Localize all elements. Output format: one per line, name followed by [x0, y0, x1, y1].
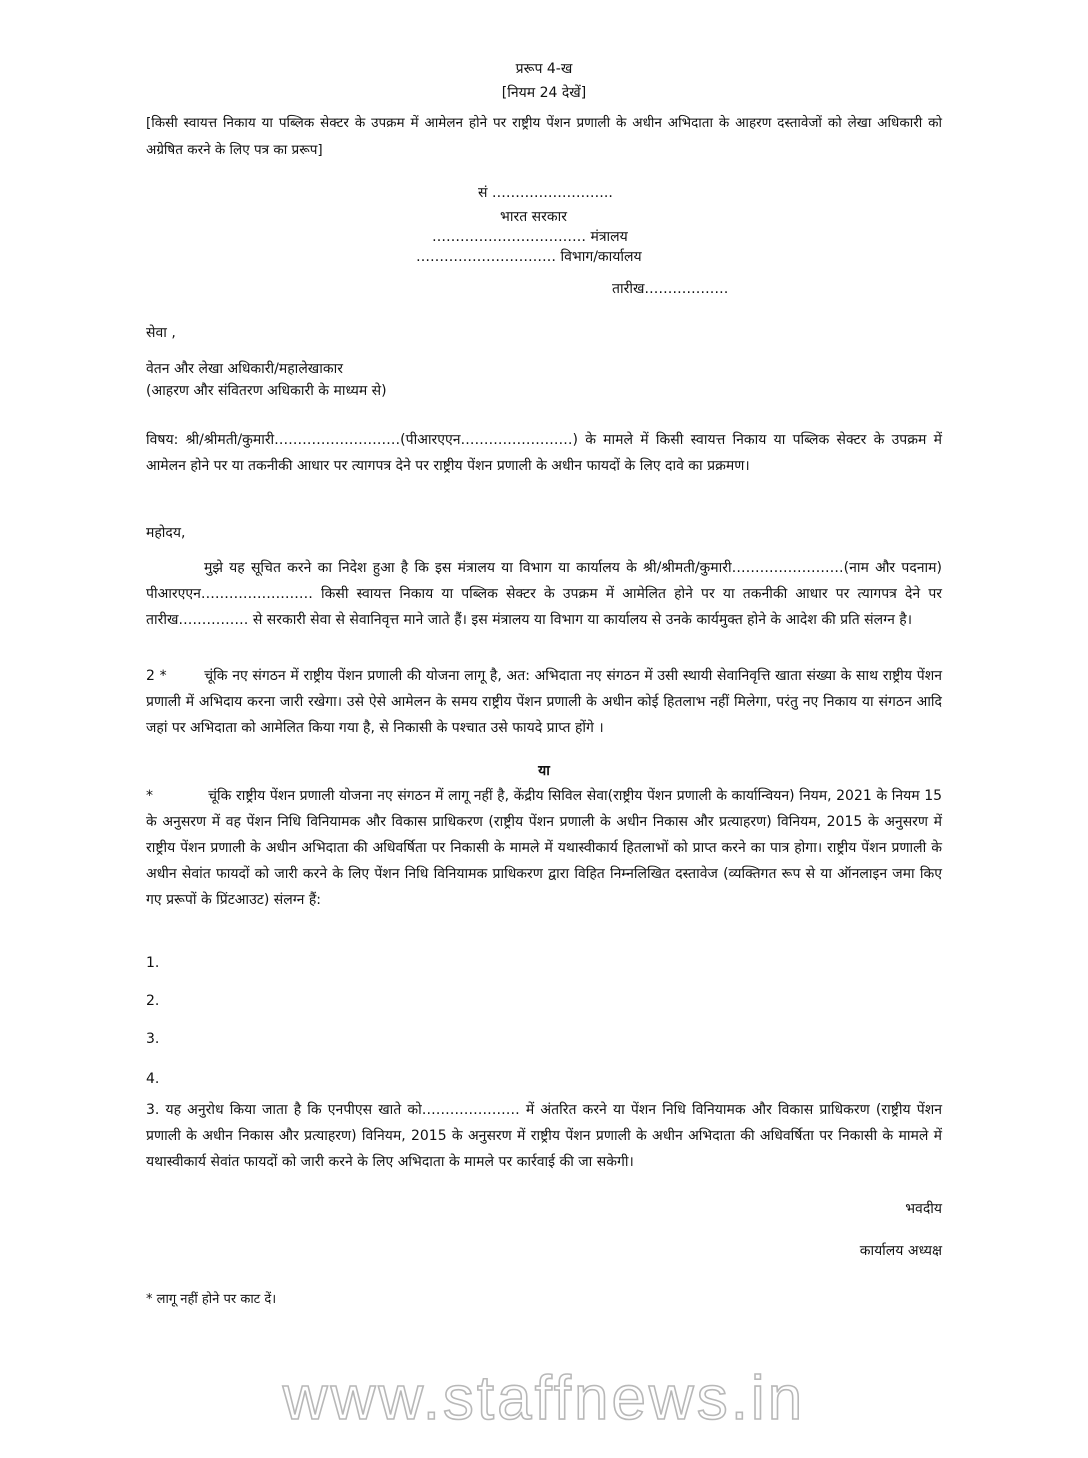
form-title: प्ररूप 4-ख — [515, 61, 573, 77]
ministry-line: …………………………… मंत्रालय — [432, 229, 628, 245]
paragraph-2-text: चूंकि नए संगठन में राष्ट्रीय पेंशन प्रणाली की योजना लागू है, अत: अभिदाता नए संगठन में उसी स्थायी सेवानिवृत्ति खाता संख्या के साथ राष्ट्रीय पेंशन प्रणाली में अभिदाय करना जारी रखेगा। उसे ऐसे आमेलन के समय राष्ट्रीय पेंशन प्रणाली के अधीन कोई हितलाभ नहीं मिलेगा, परंतु नए निकाय या संगठन आदि जहां पर अभिदाता को आमेलित किया गया है, से निकासी के पश्चात उसे फायदे प्राप्त होंगे । — [146, 668, 942, 736]
paragraph-2-marker: 2 * — [146, 668, 167, 684]
addressee-officer: वेतन और लेखा अधिकारी/महालेखाकार — [146, 361, 343, 377]
rule-reference: [नियम 24 देखें] — [501, 85, 587, 101]
list-item: 3. — [146, 1031, 160, 1047]
government-label: भारत सरकार — [500, 209, 567, 225]
list-item: 1. — [146, 955, 160, 971]
footnote: * लागू नहीं होने पर काट दें। — [146, 1292, 277, 1307]
form-description: [किसी स्वायत्त निकाय या पब्लिक सेक्टर के उपक्रम में आमेलन होने पर राष्ट्रीय पेंशन प्रणाली के अधीन अभिदाता के आहरण दस्तावेजों को लेखा अधिकारी को अग्रेषित करने के लिए पत्र का प्ररूप] — [146, 115, 942, 158]
subject-line: विषय: श्री/श्रीमती/कुमारी………………………(पीआरएएन……………………) के मामले में किसी स्वायत्त निकाय या पब्लिक सेक्टर के उपक्रम में आमेलन होने पर या तकनीकी आधार पर त्यागपत्र देने पर राष्ट्रीय पेंशन प्रणाली के अधीन फायदों के लिए दावे का प्रक्रमण। — [146, 432, 942, 474]
salutation: महोदय, — [146, 525, 186, 541]
or-label: या — [538, 763, 550, 779]
paragraph-1: मुझे यह सूचित करने का निदेश हुआ है कि इस मंत्रालय या विभाग या कार्यालय के श्री/श्रीमती/कुमारी……………………(नाम और पदनाम) पीआरएएन…………………… किसी स्वायत्त निकाय या पब्लिक सेक्टर के उपक्रम में आमेलित होने पर या तकनीकी आधार पर त्यागपत्र देने पर तारीख…………… से सरकारी सेवा से सेवानिवृत्त माने जाते हैं। इस मंत्रालय या विभाग या कार्यालय से उनके कार्यमुक्त होने के आदेश की प्रति संलग्न है। — [146, 560, 942, 628]
closing: भवदीय — [905, 1201, 942, 1217]
list-item: 2. — [146, 993, 160, 1009]
signatory: कार्यालय अध्यक्ष — [859, 1243, 942, 1259]
addressee-to: सेवा , — [146, 325, 176, 341]
paragraph-2-alt-marker: * — [146, 788, 153, 804]
date-line: तारीख……………… — [612, 281, 729, 297]
addressee-via: (आहरण और संवितरण अधिकारी के माध्यम से) — [146, 383, 387, 399]
watermark: www.staffnews.in — [282, 1364, 806, 1433]
reference-number: सं …………………….. — [478, 185, 613, 201]
paragraph-2 — [146, 664, 942, 742]
paragraph-2-alt-text: चूंकि राष्ट्रीय पेंशन प्रणाली योजना नए संगठन में लागू नहीं है, केंद्रीय सिविल सेवा(राष्ट्रीय पेंशन प्रणाली के कार्यान्वियन) नियम, 2021 के नियम 15 के अनुसरण में वह पेंशन निधि विनियामक और विकास प्राधिकरण (राष्ट्रीय पेंशन प्रणाली के अधीन निकास और प्रत्याहरण) विनियम, 2015 के अनुसरण में राष्ट्रीय पेंशन प्रणाली के अधीन अभिदाता की अधिवर्षिता पर निकासी के मामले में यथास्वीकार्य हितलाभों को प्राप्त करने का पात्र होगा। राष्ट्रीय पेंशन प्रणाली के अधीन सेवांत फायदों को जारी करने के लिए पेंशन निधि विनियामक प्राधिकरण द्वारा विहित निम्नलिखित दस्तावेज (व्यक्तिगत रूप से या ऑनलाइन जमा किए गए प्ररूपों के प्रिंटआउट) संलग्न हैं: — [146, 788, 943, 908]
paragraph-3: 3. यह अनुरोध किया जाता है कि एनपीएस खाते को………………… में अंतरित करने या पेंशन निधि विनियामक और विकास प्राधिकरण (राष्ट्रीय पेंशन प्रणाली के अधीन निकास और प्रत्याहरण) विनियम, 2015 के अनुसरण में राष्ट्रीय पेंशन प्रणाली के अधीन अभिदाता की अधिवर्षिता पर निकासी के मामले में यथास्वीकार्य सेवांत फायदों को जारी करने के लिए अभिदाता के मामले पर कार्रवाई की जा सकेगी। — [146, 1102, 942, 1170]
paragraph-2-alternative — [146, 784, 942, 913]
list-item: 4. — [146, 1071, 160, 1087]
department-line: ………………………… विभाग/कार्यालय — [416, 249, 642, 265]
